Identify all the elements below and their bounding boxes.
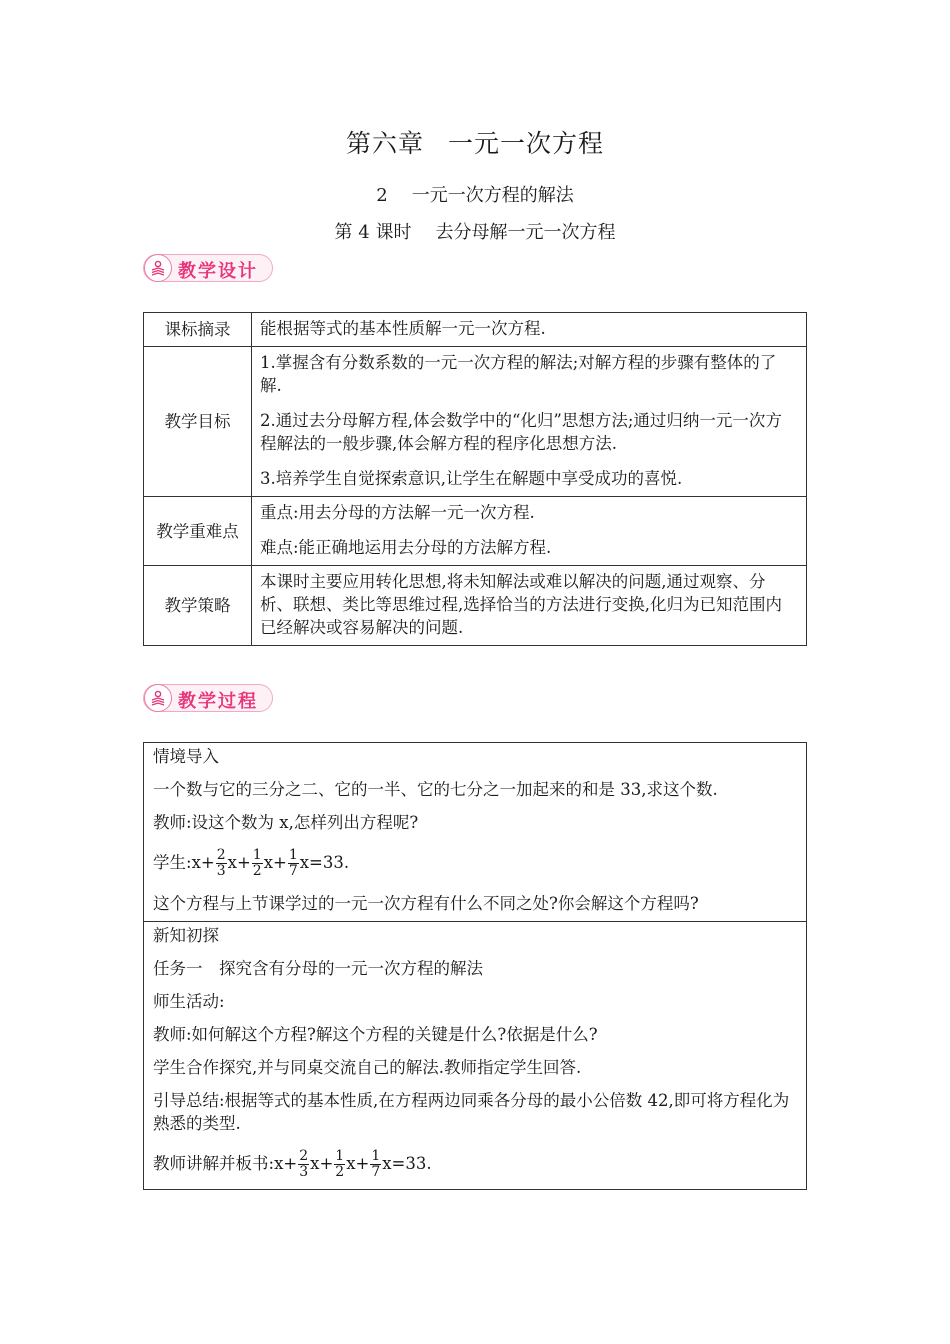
process-badge [143, 684, 273, 712]
book-icon [144, 684, 172, 712]
row-body [252, 347, 807, 497]
row-head: 课标摘录 [144, 313, 252, 347]
section-number: 2 [376, 185, 388, 206]
design-badge-label: 教学设计 [178, 261, 258, 282]
row-text: 2.通过去分母解方程,体会数学中的“化归”思想方法;通过归纳一元一次方程解法的一般步骤,体会解方程的程序化思想方法. [260, 411, 782, 453]
row-text: 能根据等式的基本性质解一元一次方程. [260, 319, 546, 338]
row-text: 3.培养学生自觉探索意识,让学生在解题中享受成功的喜悦. [260, 469, 683, 488]
chapter-name: 一元一次方程 [448, 129, 605, 158]
row-text: 1.掌握含有分数系数的一元一次方程的解法;对解方程的步骤有整体的了解. [260, 353, 777, 395]
design-table [143, 312, 807, 646]
lesson-number: 第 4 课时 [334, 222, 412, 243]
row-body [252, 313, 807, 347]
row-head: 教学重难点 [144, 497, 252, 566]
table-row [144, 347, 807, 497]
design-badge [143, 254, 273, 282]
row-text: 重点:用去分母的方法解一元一次方程. [260, 503, 535, 522]
student-activity: 学生合作探究,并与同桌交流自己的解法.教师指定学生回答. [153, 1058, 582, 1077]
summary-line: 引导总结:根据等式的基本性质,在方程两边同乘各分母的最小公倍数 42,即可将方程化为熟悉的类型. [153, 1091, 790, 1133]
table-row [144, 566, 807, 646]
row-text: 难点:能正确地运用去分母的方法解方程. [260, 538, 552, 557]
section-name: 一元一次方程的解法 [411, 185, 574, 206]
task-line: 任务一 探究含有分母的一元一次方程的解法 [153, 959, 483, 978]
row-body [252, 497, 807, 566]
new-knowledge-title: 新知初探 [153, 926, 219, 945]
board-equation: 教师讲解并板书:x+ $\frac{2}{3}$ x+ $\frac{1}{2}$ x+ $\frac{1}{7}$ x=33. [153, 1148, 432, 1180]
fraction: $\frac{1}{7}$ [371, 1148, 381, 1180]
activity-line: 师生活动: [153, 992, 225, 1011]
fraction: $\frac{1}{2}$ [252, 847, 262, 879]
section-title [0, 181, 950, 207]
fraction: $\frac{2}{3}$ [299, 1148, 309, 1180]
fraction: $\frac{2}{3}$ [216, 847, 226, 879]
row-head: 教学目标 [144, 347, 252, 497]
scenario-title: 情境导入 [153, 747, 219, 766]
row-text: 本课时主要应用转化思想,将未知解法或难以解决的问题,通过观察、分析、联想、类比等思维过程,选择恰当的方法进行变换,化归为已知范围内已经解决或容易解决的问题. [260, 572, 782, 637]
fraction: $\frac{1}{7}$ [288, 847, 298, 879]
teacher-line: 教师:设这个数为 x,怎样列出方程呢? [153, 813, 419, 832]
book-icon [144, 254, 172, 282]
fraction: $\frac{1}{2}$ [335, 1148, 345, 1180]
lesson-name: 去分母解一元一次方程 [435, 222, 616, 243]
process-badge-label: 教学过程 [178, 691, 258, 712]
student-equation: 学生:x+ $\frac{2}{3}$ x+ $\frac{1}{2}$ x+ $\frac{1}{7}$ x=33. [153, 847, 350, 879]
chapter-number: 第六章 [345, 129, 424, 158]
scenario-block [144, 743, 806, 921]
chapter-title [0, 124, 950, 160]
teacher-question: 教师:如何解这个方程?解这个方程的关键是什么?依据是什么? [153, 1025, 598, 1044]
new-knowledge-block [144, 921, 806, 1189]
table-row [144, 313, 807, 347]
process-box [143, 742, 807, 1190]
row-body [252, 566, 807, 646]
scenario-problem: 一个数与它的三分之二、它的一半、它的七分之一加起来的和是 33,求这个数. [153, 780, 718, 799]
question-line: 这个方程与上节课学过的一元一次方程有什么不同之处?你会解这个方程吗? [153, 894, 699, 913]
lesson-title [0, 218, 950, 244]
row-head: 教学策略 [144, 566, 252, 646]
table-row [144, 497, 807, 566]
